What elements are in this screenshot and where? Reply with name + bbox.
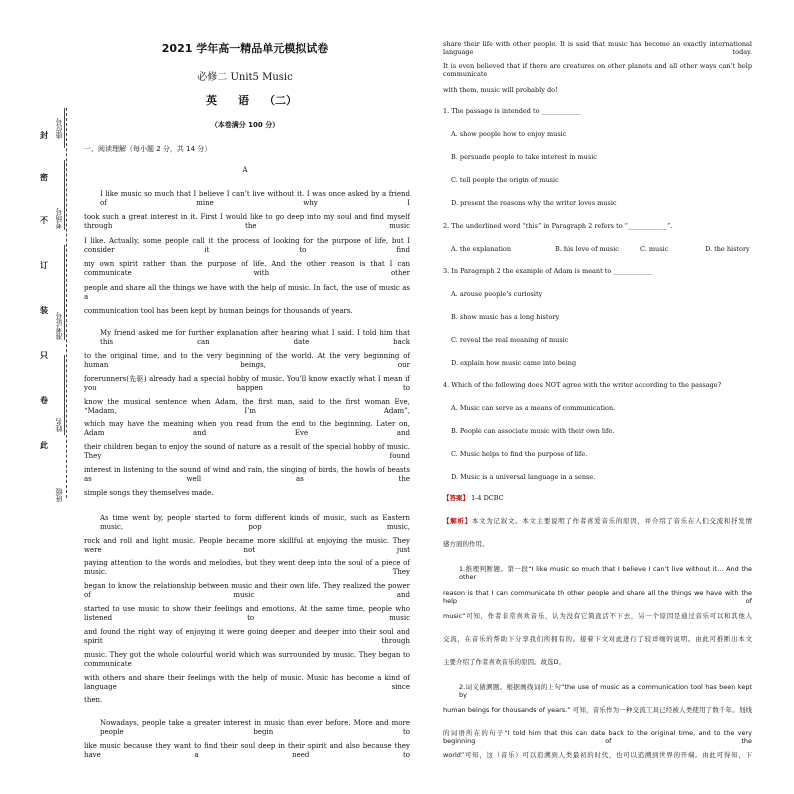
passage-line: forerunners(先驱) already had a special hobby of music. You’ll know exactly what I mean if you happen to (84, 375, 410, 392)
analysis-line: human beings for thousands of years.” 可知，音乐作为一种交流工具已经被人类使用了数千年。划线 (443, 706, 752, 714)
passage-line: simple songs they themselves made. (84, 489, 214, 497)
subject-char-yu: 语 (238, 94, 249, 107)
option-q1-A[interactable]: A. show people how to enjoy music (451, 130, 567, 138)
passage-line: started to use music to show their feelings and emotions. At the same time, people who listened to music (84, 605, 410, 622)
seal-char-juan: 卷 (40, 396, 48, 405)
field-name: 姓名 (55, 418, 63, 432)
binding-dashed-line (66, 108, 67, 498)
passage-line: I like music so much that I believe I can’t live without it. I was once asked by a friend of mine why I (100, 190, 410, 207)
passage-line: and found the right way of enjoying it were going deeper and deeper into their soul and spirit through (84, 628, 410, 645)
passage-line: to the original time, and to the very beginning of the world. At the very beginning of human beings, our (84, 352, 410, 369)
option-q4-A[interactable]: A. Music can serve as a means of communication. (451, 404, 616, 412)
question-stem: 4. Which of the following does NOT agree with the writer according to the passage? (443, 381, 722, 389)
passage-line: interest in listening to the sound of wind and rain, the singing of birds, the howls of beasts as well as the (84, 466, 410, 483)
analysis-line: world”可知，这（音乐）可以追溯到人类最初的时代，也可以追溯到世界的开端。由此可得知，下 (443, 751, 752, 759)
analysis-intro: 本文为记叙文。本文主要说明了作者喜爱音乐的原因，并介绍了音乐在人们交流和抒发情 (471, 517, 753, 525)
passage-line: with them, music will probably do! (443, 86, 558, 94)
field-exam-room-line[interactable] (64, 160, 65, 230)
option-q3-C[interactable]: C. reveal the real meaning of music (451, 336, 569, 344)
field-ticket-line[interactable] (64, 245, 65, 340)
passage-line: like music because they want to find their soul deep in their spirit and also because they have a need to (84, 742, 410, 759)
option-q3-B[interactable]: B. show music has a long history (451, 313, 560, 321)
analysis-line: reason is that I can communicate th other people and share all the things we have with the help of (443, 589, 752, 605)
field-ticket-number: 准考证号 (55, 312, 63, 340)
passage-line: Nowadays, people take a greater interest in music than ever before. More and more people begin to (100, 719, 410, 736)
option-q1-D[interactable]: D. present the reasons why the writer loves music (451, 199, 617, 207)
passage-label: A (242, 166, 248, 174)
question-stem: 1. The passage is intended to ____________ (443, 107, 581, 115)
seal-char-ci: 此 (40, 441, 48, 450)
passage-line: share their life with other people. It is said that music has become an exactly international language today. (443, 40, 752, 56)
field-seat-number: 座位号 (55, 118, 63, 139)
option-q4-D[interactable]: D. Music is a universal language in a sense. (451, 473, 596, 481)
analysis-line (443, 517, 752, 525)
question-stem: 2. The underlined word “this” in Paragraph 2 refers to “____________”. (443, 222, 673, 230)
passage-line: paying attention to the words and melodies, but they went deep into the soul of a piece of music. They (84, 559, 410, 576)
passage-line: my own spirit rather than the purpose of life. And the other reason is that I can communicate with other (84, 260, 410, 277)
passage-line: people and share all the things we have with the help of music. In fact, the use of music as a (84, 284, 410, 301)
option-q3-A[interactable]: A. arouse people’s curiosity (451, 290, 543, 298)
passage-line: It is even believed that if there are creatures on other planets and all other ways can’t help communicate (443, 62, 752, 78)
option-q2-B[interactable]: B. his love of music (555, 245, 619, 253)
subject-part: （二） (264, 94, 297, 107)
field-name-line[interactable] (64, 355, 65, 435)
analysis-line: 主要介绍了作者喜欢音乐的原因。故选D。 (443, 658, 566, 666)
passage-line: which may have the meaning when you read from the end to the beginning. Later on, Adam and Eve and (84, 420, 410, 437)
seal-char-bu: 不 (40, 216, 48, 225)
passage-line: communication tool has been kept by human beings for thousands of years. (84, 307, 353, 315)
option-q4-C[interactable]: C. Music helps to find the purpose of life. (451, 450, 588, 458)
seal-char-ding: 订 (40, 261, 48, 270)
subject-char-ying: 英 (206, 94, 217, 107)
analysis-line: 交流，在音乐的帮助下分享我们所拥有的。接着下文对此进行了较详细的说明。由此可推断出本文 (443, 635, 752, 643)
section-heading: 一、阅读理解（每小题 2 分，共 14 分） (84, 145, 212, 153)
option-q3-D[interactable]: D. explain how music came into being (451, 359, 577, 367)
seal-char-zhuang: 装 (40, 306, 48, 315)
option-q2-D[interactable]: D. the history (705, 245, 750, 253)
option-q1-C[interactable]: C. tell people the origin of music (451, 176, 559, 184)
option-q1-B[interactable]: B. persuade people to take interest in music (451, 153, 597, 161)
exam-title: 2021 学年高一精品单元模拟试卷 (161, 42, 329, 55)
analysis-line: 2.词义猜测题。根据画线词的上句“the use of music as a communication tool has been kept by (459, 683, 752, 699)
seal-char-feng: 封 (40, 131, 48, 140)
passage-line: My friend asked me for further explanation after hearing what I said. I told him that this can date back (100, 329, 410, 346)
passage-line: I like. Actually, some people call it the process of looking for the purpose of life, but I consider it to find (84, 237, 410, 254)
analysis-line: 的词语所在的句子“I told him that this can date back to the original time, and to the very beginning of the (443, 729, 752, 745)
answer-line (443, 494, 504, 502)
answer-text: 1-4 DCBC (469, 494, 504, 502)
seal-char-mi: 密 (40, 173, 48, 182)
analysis-label: 【解析】 (443, 517, 472, 525)
passage-line: As time went by, people started to form different kinds of music, such as Eastern music, pop music, (100, 514, 410, 531)
exam-subtitle: 必修二 Unit5 Music (197, 72, 293, 83)
question-stem: 3. In Paragraph 2 the example of Adam is meant to ____________ (443, 267, 653, 275)
passage-line: their children began to enjoy the sound of nature as a result of the special hobby of music. They found (84, 443, 410, 460)
option-q4-B[interactable]: B. People can associate music with their own life. (451, 427, 615, 435)
passage-line: with others and share their feelings with the help of music. Music has become a kind of language since (84, 674, 410, 691)
answer-label: 【答案】 (443, 494, 469, 502)
passage-line: rock and roll and light music. People became more skillful at enjoying the music. They were not just (84, 537, 410, 554)
passage-line: music. They got the whole colourful world which was surrounded by music. They began to communicate (84, 651, 410, 668)
analysis-line: 感方面的作用。 (443, 540, 489, 548)
analysis-line: 1.推理判断题。第一段“I like music so much that I believe I can’t live without it… And the other (459, 565, 752, 581)
passage-line: began to know the relationship between music and their own life. They realized the power of music and (84, 582, 410, 599)
seal-char-zhi: 只 (40, 351, 48, 360)
field-seat-line[interactable] (64, 108, 65, 148)
analysis-line: music”可知，作者非常喜欢音乐，认为没有它简直活不下去，另一个原因是通过音乐可以和其他人 (443, 612, 752, 620)
field-class: 班级 (55, 488, 63, 502)
option-q2-C[interactable]: C. music (640, 245, 669, 253)
option-q2-A[interactable]: A. the explanation (451, 245, 512, 253)
passage-line: know the musical sentence when Adam, the first man, said to the first woman Eve, “Madam, I’m Adam”, (84, 398, 410, 415)
passage-line: took such a great interest in it. First I would like to go deep into my soul and find myself through the music (84, 213, 410, 230)
passage-line: then. (84, 696, 103, 704)
field-exam-room: 考场号 (55, 208, 63, 229)
score-note: （本卷满分 100 分） (210, 121, 280, 129)
